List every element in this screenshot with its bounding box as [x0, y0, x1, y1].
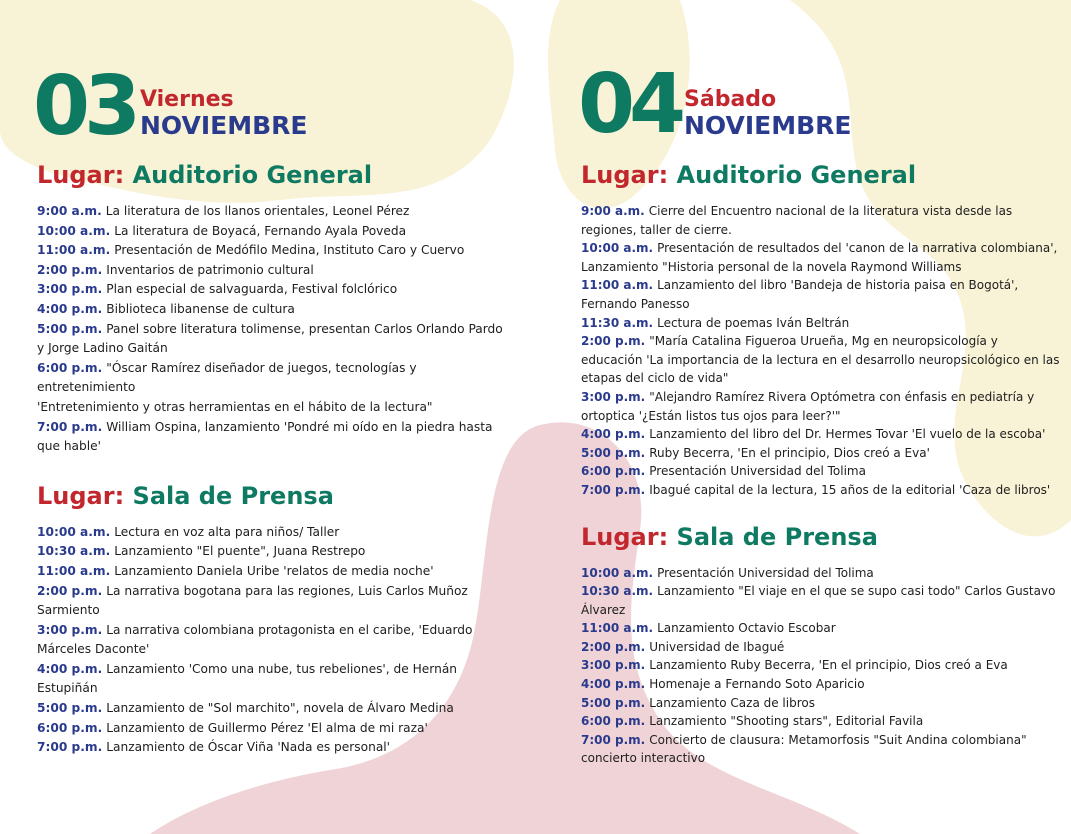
event-text: Lanzamiento Octavio Escobar	[657, 621, 836, 636]
event-text: Presentación de Medófilo Medina, Instituto Caro y Cuervo	[114, 243, 465, 258]
event-text: Inventarios de patrimonio cultural	[106, 262, 314, 277]
event-text: Lanzamiento Daniela Uribe 'relatos de media noche'	[114, 563, 434, 578]
event-time: 7:00 p.m.	[581, 732, 646, 747]
event-text: La literatura de Boyacá, Fernando Ayala Poveda	[114, 223, 407, 238]
event-item	[581, 675, 1061, 694]
venue-heading	[37, 481, 507, 511]
event-item	[581, 731, 1061, 768]
event-item	[37, 738, 507, 758]
event-time: 4:00 p.m.	[37, 301, 103, 316]
day-column-friday	[33, 0, 507, 758]
event-text: Lanzamiento del libro del Dr. Hermes Tovar 'El vuelo de la escoba'	[649, 427, 1046, 442]
event-item	[37, 222, 507, 242]
event-item	[37, 542, 507, 562]
event-text: Lanzamiento Caza de libros	[649, 695, 815, 710]
event-item	[37, 621, 507, 660]
event-text: Lanzamiento de "Sol marchito", novela de Álvaro Medina	[106, 701, 454, 716]
event-text: William Ospina, lanzamiento 'Pondré mi oído en la piedra hasta que hable'	[37, 419, 493, 454]
event-time: 7:00 p.m.	[37, 419, 103, 434]
event-item	[581, 582, 1061, 619]
event-time: 3:00 p.m.	[37, 282, 103, 297]
event-item	[581, 619, 1061, 638]
event-time: 6:00 p.m.	[581, 464, 646, 479]
event-time: 9:00 a.m.	[37, 204, 102, 218]
venue-section-auditorio	[37, 160, 507, 457]
event-item	[581, 314, 1061, 333]
event-item	[37, 202, 507, 222]
event-time: 3:00 p.m.	[581, 658, 646, 673]
event-text: "María Catalina Figueroa Urueña, Mg en neuropsicología y educación 'La importancia de la lectura en el desarrollo neuropsicológico en las etapas del ciclo de vida"	[581, 334, 1060, 386]
event-text: Lanzamiento Ruby Becerra, 'En el principio, Dios creó a Eva	[649, 658, 1008, 673]
venue-label: Lugar:	[581, 522, 669, 551]
event-text: Concierto de clausura: Metamorfosis "Suit Andina colombiana" concierto interactivo	[581, 732, 1027, 766]
event-item	[581, 481, 1061, 500]
event-time: 2:00 p.m.	[37, 583, 103, 598]
day-number: 03	[33, 59, 136, 154]
venue-place: Auditorio General	[132, 161, 373, 189]
event-text: Lectura en voz alta para niños/ Taller	[114, 524, 340, 539]
weekday-label: Sábado	[684, 87, 777, 112]
event-time: 3:00 p.m.	[581, 389, 646, 404]
event-item	[581, 239, 1061, 276]
event-item	[581, 564, 1061, 583]
event-text: Cierre del Encuentro nacional de la literatura vista desde las regiones, taller de cierre.	[581, 204, 1013, 237]
event-time: 11:00 a.m.	[37, 563, 111, 578]
event-time: 5:00 p.m.	[37, 701, 103, 716]
event-time: 9:00 a.m.	[581, 204, 645, 218]
weekday-label: Viernes	[140, 87, 234, 112]
event-text: La narrativa colombiana protagonista en el caribe, 'Eduardo Márceles Daconte'	[37, 622, 473, 657]
event-text: Lectura de poemas Iván Beltrán	[657, 315, 850, 330]
day-column-saturday	[578, 0, 1061, 768]
event-time: 2:00 p.m.	[581, 334, 646, 349]
event-item	[37, 660, 507, 699]
event-item	[37, 241, 507, 261]
event-time: 10:30 a.m.	[37, 544, 111, 559]
event-time: 11:00 a.m.	[581, 278, 654, 293]
event-text: Plan especial de salvaguarda, Festival folclórico	[106, 282, 398, 297]
venue-label: Lugar:	[37, 481, 125, 510]
date-header	[578, 57, 1061, 160]
event-text: La narrativa bogotana para las regiones, Luis Carlos Muñoz Sarmiento	[37, 583, 468, 618]
event-list	[37, 202, 507, 457]
day-number: 04	[578, 57, 681, 152]
event-item	[581, 388, 1061, 425]
event-item	[581, 712, 1061, 731]
date-header	[33, 59, 507, 160]
event-text: Lanzamiento de Guillermo Pérez 'El alma de mi raza'	[106, 720, 428, 735]
event-item	[37, 699, 507, 719]
event-time: 4:00 p.m.	[37, 661, 103, 676]
venue-heading	[581, 522, 1061, 552]
event-item	[37, 562, 507, 582]
event-item	[37, 320, 507, 359]
event-time: 6:00 p.m.	[581, 714, 646, 729]
event-time: 10:00 a.m.	[581, 565, 654, 580]
event-text: La literatura de los llanos orientales, Leonel Pérez	[105, 204, 410, 218]
event-item	[581, 638, 1061, 657]
event-item	[37, 261, 507, 281]
event-text: "Óscar Ramírez diseñador de juegos, tecnologías y entretenimiento	[37, 360, 417, 395]
event-time: 5:00 p.m.	[581, 445, 646, 460]
venue-heading	[37, 160, 507, 190]
venue-section-auditorio	[581, 160, 1061, 500]
event-item	[37, 398, 507, 418]
venue-heading	[581, 160, 1061, 190]
event-item	[581, 332, 1061, 388]
month-label: NOVIEMBRE	[684, 111, 852, 140]
event-text: Ruby Becerra, 'En el principio, Dios creó a Eva'	[649, 445, 930, 460]
event-time: 5:00 p.m.	[37, 321, 103, 336]
event-time: 10:00 a.m.	[37, 223, 111, 238]
event-time: 6:00 p.m.	[37, 720, 103, 735]
event-time: 10:00 a.m.	[581, 241, 654, 256]
venue-label: Lugar:	[581, 161, 669, 189]
venue-section-prensa	[581, 522, 1061, 769]
event-time: 2:00 p.m.	[37, 262, 103, 277]
event-item	[37, 582, 507, 621]
event-time: 3:00 p.m.	[37, 622, 103, 637]
event-time: 11:30 a.m.	[581, 315, 654, 330]
event-list	[581, 202, 1061, 500]
venue-section-prensa	[37, 481, 507, 758]
event-item	[581, 202, 1061, 239]
event-time: 6:00 p.m.	[37, 360, 103, 375]
event-item	[581, 425, 1061, 444]
event-text: Biblioteca libanense de cultura	[106, 301, 295, 316]
event-text: "Alejandro Ramírez Rivera Optómetra con énfasis en pediatría y ortoptica '¿Están listos tus ojos para leer?'"	[581, 389, 1035, 423]
event-time: 4:00 p.m.	[581, 677, 646, 692]
venue-label: Lugar:	[37, 161, 125, 189]
event-list	[37, 523, 507, 758]
month-label: NOVIEMBRE	[140, 111, 308, 140]
event-time: 5:00 p.m.	[581, 695, 646, 710]
event-text: Lanzamiento del libro 'Bandeja de historia paisa en Bogotá', Fernando Panesso	[581, 278, 1019, 311]
event-text: Lanzamiento 'Como una nube, tus rebeliones', de Hernán Estupiñán	[37, 661, 458, 696]
event-time: 10:30 a.m.	[581, 584, 654, 599]
event-text: Lanzamiento "El viaje en el que se supo casi todo" Carlos Gustavo Álvarez	[581, 584, 1056, 617]
event-item	[37, 359, 507, 398]
event-text: Universidad de Ibagué	[649, 639, 785, 654]
event-time: 11:00 a.m.	[37, 243, 111, 258]
venue-place: Sala de Prensa	[132, 481, 334, 510]
event-item	[37, 280, 507, 300]
event-item	[581, 276, 1061, 313]
event-list	[581, 564, 1061, 769]
event-text: 'Entretenimiento y otras herramientas en el hábito de la lectura"	[37, 399, 433, 414]
event-time: 7:00 p.m.	[581, 482, 646, 497]
event-text: Lanzamiento "El puente", Juana Restrepo	[114, 544, 366, 559]
event-text: Presentación Universidad del Tolima	[657, 565, 874, 580]
event-item	[581, 444, 1061, 463]
event-item	[37, 523, 507, 543]
event-text: Homenaje a Fernando Soto Aparicio	[649, 677, 865, 692]
event-item	[37, 300, 507, 320]
event-item	[581, 694, 1061, 713]
event-text: Lanzamiento "Shooting stars", Editorial Favila	[649, 714, 924, 729]
event-text: Ibagué capital de la lectura, 15 años de la editorial 'Caza de libros'	[649, 482, 1051, 497]
event-item	[37, 719, 507, 739]
event-item	[581, 462, 1061, 481]
event-text: Presentación de resultados del 'canon de la narrativa colombiana', Lanzamiento "Historia personal de la novela Raymond Williams	[581, 241, 1058, 274]
venue-place: Auditorio General	[676, 161, 917, 189]
event-item	[581, 656, 1061, 675]
event-text: Presentación Universidad del Tolima	[649, 464, 866, 479]
event-item	[37, 418, 507, 457]
event-time: 4:00 p.m.	[581, 427, 646, 442]
event-text: Panel sobre literatura tolimense, presentan Carlos Orlando Pardo y Jorge Ladino Gaitán	[37, 321, 503, 356]
venue-place: Sala de Prensa	[676, 522, 878, 551]
event-time: 11:00 a.m.	[581, 621, 654, 636]
event-time: 7:00 p.m.	[37, 740, 103, 755]
event-time: 10:00 a.m.	[37, 524, 111, 539]
event-text: Lanzamiento de Óscar Viña 'Nada es personal'	[106, 740, 391, 755]
event-time: 2:00 p.m.	[581, 639, 646, 654]
